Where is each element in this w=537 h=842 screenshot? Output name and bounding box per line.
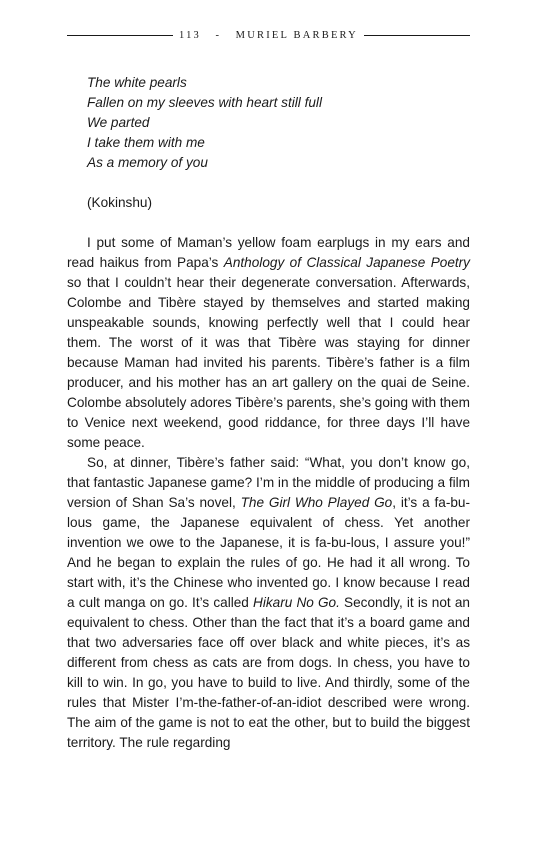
text-segment: , it’s a fa-bu-lous game, the Japanese equivalent of chess. Yet another invention we owe to the Japanese, it is fa-bu-lous, I assure you!” And he began to explain the rules of go. He had it all wrong. To start with, it’s the Chinese who invented go. I know because I read a cult manga on go. It’s called <box>67 495 470 610</box>
book-title: The Girl Who Played Go <box>240 495 393 510</box>
poem-line: The white pearls <box>87 75 187 90</box>
poem-line: I take them with me <box>87 135 205 150</box>
text-segment: Secondly, it is not an equivalent to chess. Other than the fact that it’s a board game and that two adversaries face off over black and white pieces, it’s as different from chess as cats are from dogs. In chess, you have to kill to win. In go, you have to build to live. And thirdly, some of the rules that Mister I’m-the-father-of-an-idiot described were wrong. The aim of the game is not to eat the other, but to build the biggest territory. The rule regarding <box>67 595 470 750</box>
text-segment: So, at dinner, Tibère’s father said: “What, you don’t know go, that fantastic Japanese game? I’m in the middle of producing a film version of Shan Sa’s novel, <box>67 455 470 510</box>
header-rule-left <box>67 35 173 36</box>
body-text <box>67 233 470 753</box>
poem-line: As a memory of you <box>87 155 208 170</box>
text-segment: so that I couldn’t hear their degenerate conversation. Afterwards, Colombe and Tibère stayed by themselves and started making unspeakable sounds, knowing perfectly well that I could hear them. The worst of it was that Tibère was staying for dinner because Maman had invited his parents. Tibère’s father is a film producer, and his mother has an art gallery on the quai de Seine. Colombe absolutely adores Tibère’s parents, she’s going with them to Venice next weekend, good riddance, for three days I’ll have some peace. <box>67 275 471 450</box>
header-rule-right <box>364 35 470 36</box>
paragraph <box>67 233 470 453</box>
poem-line: Fallen on my sleeves with heart still full <box>87 95 322 110</box>
poem-source: (Kokinshu) <box>87 195 152 210</box>
paragraph <box>67 453 470 753</box>
poem-line: We parted <box>87 115 150 130</box>
poem <box>87 73 322 173</box>
running-head <box>67 30 470 41</box>
page-number: 113 <box>179 30 201 41</box>
manga-title: Hikaru No Go. <box>253 595 340 610</box>
book-title: Anthology of Classical Japanese Poetry <box>223 255 470 270</box>
header-separator: - <box>215 30 222 41</box>
header-text <box>173 30 364 41</box>
author-name: MURIEL BARBERY <box>235 30 358 41</box>
text-segment: I put some of Maman’s yellow foam earplugs in my ears and read haikus from Papa’s <box>67 235 470 270</box>
